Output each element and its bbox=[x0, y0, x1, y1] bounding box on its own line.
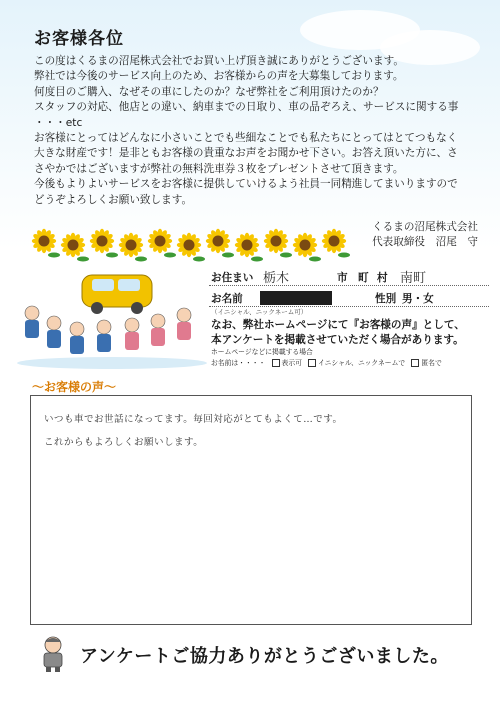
checkbox-show[interactable] bbox=[272, 359, 280, 367]
village-label: 村 bbox=[377, 272, 388, 284]
option-initial: イニシャル、ニックネームで bbox=[318, 359, 406, 367]
publish-options bbox=[211, 357, 491, 369]
gender-options: 男・女 bbox=[402, 293, 434, 305]
address-label: お住まい bbox=[211, 272, 254, 284]
sunflower bbox=[61, 233, 89, 262]
sunflower bbox=[32, 229, 60, 258]
option-anonymous: 匿名で bbox=[421, 359, 442, 367]
city-label: 市 bbox=[337, 272, 348, 284]
intro-line: お客様にとってはどんなに小さいことでも些細なことでも私たちにとってはとてつもなく bbox=[34, 132, 458, 145]
checkbox-anonymous[interactable] bbox=[411, 359, 419, 367]
sunflower bbox=[206, 229, 234, 258]
gender-label: 性別 bbox=[375, 293, 397, 305]
sunflower-row-illustration bbox=[30, 224, 350, 264]
intro-line: 弊社では今後のサービス向上のため、お客様からの声を大募集しております。 bbox=[34, 70, 404, 83]
redacted-name bbox=[260, 291, 332, 305]
district-value: 南町 bbox=[400, 271, 427, 286]
notice-line: なお、弊社ホームページにて『お客様の声』として、 bbox=[211, 319, 465, 331]
options-label: お名前は・・・・ bbox=[211, 359, 266, 367]
voice-section-title: 〜お客様の声〜 bbox=[32, 380, 117, 394]
intro-line: どうぞよろしくお願い致します。 bbox=[34, 193, 193, 206]
sunflower bbox=[90, 229, 118, 258]
voice-comment-box[interactable] bbox=[30, 395, 472, 625]
company-name: くるまの沼尾株式会社 bbox=[372, 221, 478, 233]
notice-small: ホームページなどに掲載する場合 bbox=[211, 348, 313, 356]
option-show: 表示可 bbox=[281, 359, 302, 367]
company-rep: 代表取締役 沼尾 守 bbox=[372, 236, 478, 248]
staff-with-car-illustration bbox=[12, 265, 212, 370]
sunflower bbox=[322, 229, 350, 258]
company-signature bbox=[372, 220, 478, 250]
sunflower bbox=[177, 233, 205, 262]
name-note: （イニシャル、ニックネーム可） bbox=[211, 308, 308, 316]
address-line bbox=[209, 285, 489, 286]
address-value: 栃木 bbox=[263, 271, 290, 286]
mascot-illustration bbox=[36, 634, 70, 672]
voice-comment-line: いつも車でお世話になってます。毎回対応がとてもよくて…です。 bbox=[44, 414, 343, 425]
intro-line: さやかではございますが弊社の無料洗車券３枚をプレゼントさせて頂きます。 bbox=[34, 162, 404, 175]
checkbox-initial[interactable] bbox=[308, 359, 316, 367]
sunflower bbox=[264, 229, 292, 258]
notice-block bbox=[211, 318, 491, 369]
voice-comment-line: これからもよろしくお願いします。 bbox=[44, 437, 204, 448]
sunflower bbox=[293, 233, 321, 262]
name-label: お名前 bbox=[211, 293, 243, 305]
sunflower bbox=[119, 233, 147, 262]
intro-line: 何度目のご購入、なぜその車にしたのか？なぜ弊社をご利用頂けたのか？ bbox=[34, 85, 384, 98]
intro-line: 大きな財産です！是非ともお客様の貴重なお声をお聞かせ下さい。お答え頂いた方に、さ bbox=[34, 147, 458, 160]
intro-text bbox=[34, 54, 484, 208]
intro-line: 今後もよりよいサービスをお客様に提供していけるよう社員一同精進してまいりますので bbox=[34, 178, 458, 191]
intro-line: ・・・etc bbox=[34, 116, 83, 129]
sunflower bbox=[148, 229, 176, 258]
intro-line: スタッフの対応、他店との違い、納車までの日取り、車の品ぞろえ、サービスに関する事 bbox=[34, 101, 459, 114]
intro-line: この度はくるまの沼尾株式会社でお買い上げ頂き誠にありがとうございます。 bbox=[34, 55, 404, 67]
page-title: お客様各位 bbox=[34, 29, 124, 49]
sunflower bbox=[235, 233, 263, 262]
town-label: 町 bbox=[358, 272, 369, 284]
notice-line: 本アンケートを掲載させていただく場合があります。 bbox=[211, 334, 464, 346]
thanks-message: アンケートご協力ありがとうございました。 bbox=[80, 646, 449, 667]
